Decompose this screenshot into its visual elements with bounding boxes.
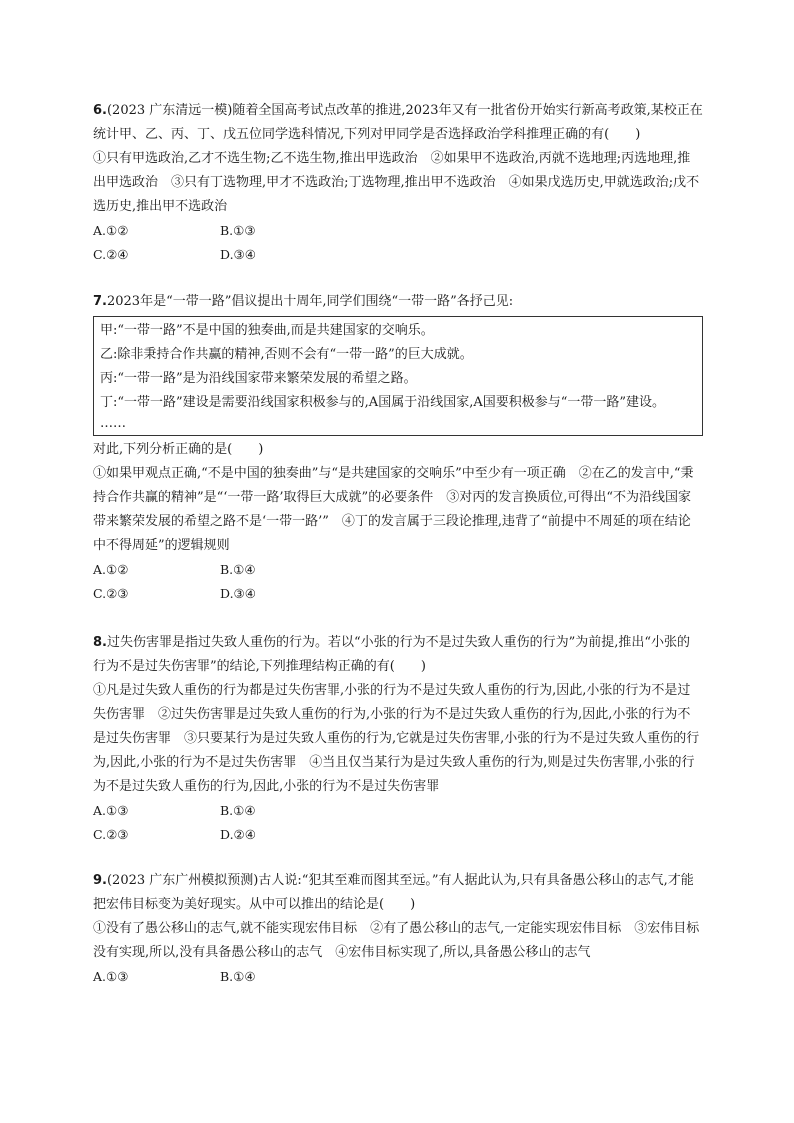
quote-box [93,316,703,436]
quote-line-ding: 丁:“一带一路”建设是需要沿线国家积极参与的,A国属于沿线国家,A国要积极参与“一带一路”建设。 [100,395,666,410]
options-row [93,243,703,267]
question-stem-text: 古人说:“犯其至难而图其至远。”有人据此认为,只有具备愚公移山的志气,才能把宏伟目标变为美好现实。从中可以推出的结论是( ) [93,873,694,912]
question-8 [93,631,703,847]
question-7-question: 对此,下列分析正确的是( ) [93,442,264,457]
question-6-stem [93,99,703,147]
options-row [93,219,703,243]
question-8-stem [93,631,703,679]
question-6-statements: ①只有甲选政治,乙才不选生物;乙不选生物,推出甲选政治 ②如果甲不选政治,丙就不选地理;丙选地理,推出甲选政治 ③只有丁选物理,甲才不选政治;丁选物理,推出甲不选政治 ④如果戊选历史,甲就选政治;戊不选历史,推出甲不选政治 [93,151,700,214]
option-a[interactable]: A.①③ [93,803,129,818]
option-c[interactable]: C.②③ [93,827,129,842]
options-row [93,965,703,989]
question-stem-text: 2023年是“一带一路”倡议提出十周年,同学们围绕“一带一路”各抒己见: [106,294,514,309]
quote-ellipsis: …… [100,416,126,431]
question-9 [93,869,703,989]
options-row [93,558,703,582]
question-number: 6. [93,103,107,118]
quote-line-yi: 乙:除非秉持合作共赢的精神,否则不会有“一带一路”的巨大成就。 [100,347,473,362]
option-a[interactable]: A.①③ [93,969,129,984]
question-8-statements: ①凡是过失致人重伤的行为都是过失伤害罪,小张的行为不是过失致人重伤的行为,因此,小张的行为不是过失伤害罪 ②过失伤害罪是过失致人重伤的行为,小张的行为不是过失致人重伤的行为,因此,小张的行为不是过失伤害罪 ③只要某行为是过失致人重伤的行为,它就是过失伤害罪,小张的行为不是过失致人重伤的行为,因此,小张的行为不是过失伤害罪 ④当且仅当某行为是过失致人重伤的行为,则是过失伤害罪,小张的行为不是过失致人重伤的行为,因此,小张的行为不是过失伤害罪 [93,683,700,794]
option-b[interactable]: B.①④ [220,803,256,818]
question-7-statements: ①如果甲观点正确,“不是中国的独奏曲”与“是共建国家的交响乐”中至少有一项正确 ②在乙的发言中,“秉持合作共赢的精神”是“‘一带一路’取得巨大成就”的必要条件 ③对丙的发言换质位,可得出“不为沿线国家带来繁荣发展的希望之路不是‘一带一路’” ④丁的发言属于三段论推理,违背了“前提中不周延的项在结论中不得周延”的逻辑规则 [93,466,694,553]
options-row [93,823,703,847]
question-9-statements: ①没有了愚公移山的志气,就不能实现宏伟目标 ②有了愚公移山的志气,一定能实现宏伟目标 ③宏伟目标没有实现,所以,没有具备愚公移山的志气 ④宏伟目标实现了,所以,具备愚公移山的志气 [93,921,700,960]
option-b[interactable]: B.①④ [220,969,256,984]
option-d[interactable]: D.③④ [220,247,256,262]
quote-line-jia: 甲:“一带一路”不是中国的独奏曲,而是共建国家的交响乐。 [100,323,434,338]
quote-line-bing: 丙:“一带一路”是为沿线国家带来繁荣发展的希望之路。 [100,371,417,386]
option-c[interactable]: C.②④ [93,247,129,262]
option-c[interactable]: C.②③ [93,586,129,601]
option-b[interactable]: B.①④ [220,562,256,577]
option-a[interactable]: A.①② [93,223,129,238]
question-stem-text: 随着全国高考试点改革的推进,2023年又有一批省份开始实行新高考政策,某校正在统计甲、乙、丙、丁、戊五位同学选科情况,下列对甲同学是否选择政治学科推理正确的有( ) [93,103,703,142]
question-stem-text: 过失伤害罪是指过失致人重伤的行为。若以“小张的行为不是过失致人重伤的行为”为前提,推出“小张的行为不是过失伤害罪”的结论,下列推理结构正确的有( ) [93,635,691,674]
options-row [93,799,703,823]
question-number: 9. [93,873,107,888]
question-source: (2023 广东广州模拟预测) [106,873,259,888]
question-7 [93,290,703,606]
options-row [93,582,703,606]
question-number: 8. [93,635,107,650]
question-number: 7. [93,294,107,309]
option-d[interactable]: D.③④ [220,586,256,601]
option-d[interactable]: D.②④ [220,827,256,842]
question-7-stem [93,290,703,314]
question-6 [93,99,703,267]
question-source: (2023 广东清远一模) [106,103,233,118]
question-9-stem [93,869,703,917]
option-b[interactable]: B.①③ [220,223,256,238]
option-a[interactable]: A.①② [93,562,129,577]
